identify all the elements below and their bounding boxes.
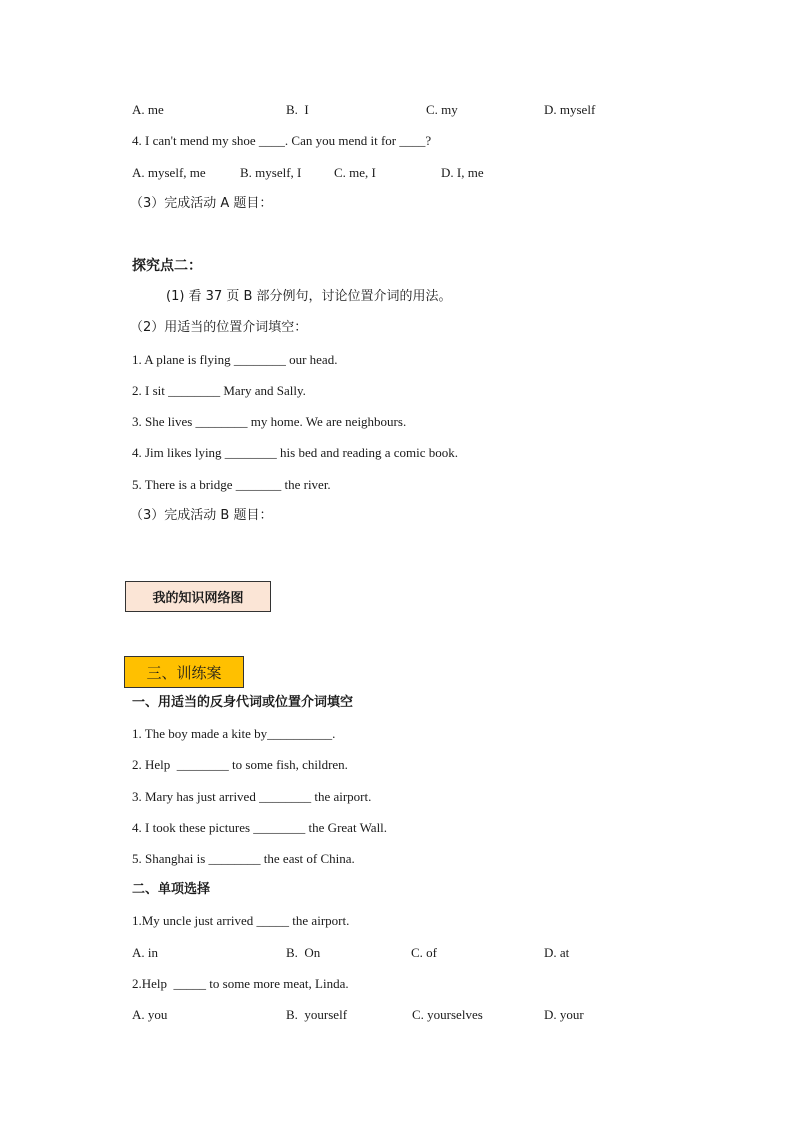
q3-option-d: D. myself (544, 102, 596, 117)
exercise2-q1-option-d: D. at (544, 945, 570, 960)
q4-question: 4. I can't mend my shoe ____. Can you mend it for ____? (132, 133, 432, 148)
q4-option-a: A. myself, me (132, 165, 206, 180)
exercise2-q2-option-d: D. your (544, 1007, 584, 1022)
exercise2-q1-option-a: A. in (132, 945, 158, 960)
exercise2-q1-option-c: C. of (411, 945, 437, 960)
q3-option-b: B. I (286, 102, 309, 117)
section2-item: 1. A plane is flying ________ our head. (132, 352, 338, 367)
training-section-label: 三、训练案 (124, 656, 244, 688)
section2-step1: (1) 看 37 页 B 部分例句，讨论位置介词的用法。 (166, 289, 452, 304)
activity-a-instruction: （3）完成活动 A 题目： (130, 196, 273, 211)
exercise1-item: 1. The boy made a kite by__________. (132, 726, 336, 741)
section2-item: 4. Jim likes lying ________ his bed and reading a comic book. (132, 445, 459, 460)
exercise1-item: 5. Shanghai is ________ the east of China. (132, 851, 355, 866)
section2-item: 2. I sit ________ Mary and Sally. (132, 383, 306, 398)
exercise2-q2-option-c: C. yourselves (412, 1007, 483, 1022)
exercise1-item: 4. I took these pictures ________ the Great Wall. (132, 820, 388, 835)
exercise2-q1-option-b: B. On (286, 945, 321, 960)
exercise2-q2-question: 2.Help _____ to some more meat, Linda. (132, 976, 349, 991)
activity-b-instruction: （3）完成活动 B 题目： (130, 508, 273, 523)
exercise2-q1-question: 1.My uncle just arrived _____ the airport. (132, 913, 350, 928)
section2-item: 5. There is a bridge _______ the river. (132, 477, 331, 492)
exercise1-item: 3. Mary has just arrived ________ the airport. (132, 789, 372, 804)
section2-item: 3. She lives ________ my home. We are neighbours. (132, 414, 407, 429)
knowledge-map-label: 我的知识网络图 (125, 581, 271, 612)
exercise2-q2-option-a: A. you (132, 1007, 168, 1022)
q4-option-d: D. I, me (441, 165, 484, 180)
exercise1-heading: 一、用适当的反身代词或位置介词填空 (132, 695, 354, 710)
section2-step2: （2）用适当的位置介词填空： (130, 320, 308, 335)
section2-heading: 探究点二： (132, 258, 202, 274)
q3-option-c: C. my (426, 102, 458, 117)
exercise2-heading: 二、单项选择 (132, 882, 211, 897)
exercise2-q2-option-b: B. yourself (286, 1007, 348, 1022)
q4-option-b: B. myself, I (240, 165, 302, 180)
exercise1-item: 2. Help ________ to some fish, children. (132, 757, 348, 772)
q3-option-a: A. me (132, 102, 164, 117)
q4-option-c: C. me, I (334, 165, 376, 180)
